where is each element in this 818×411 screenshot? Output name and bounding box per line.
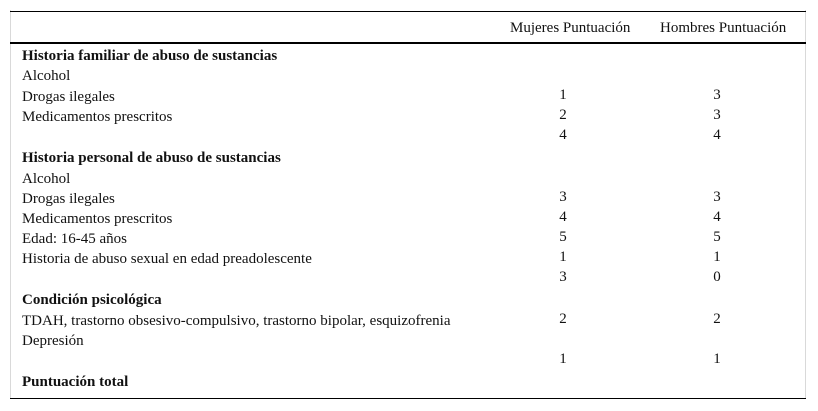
table-row [22,331,802,351]
section-header-row [22,372,802,392]
section-header-row [22,148,802,168]
row-label: Drogas ilegales [22,191,115,207]
women-score-cell: 3 [559,269,567,285]
header-men-score: Hombres Puntuación [660,20,787,36]
men-score-cell: 3 [713,87,721,103]
row-label: Alcohol [22,68,71,84]
row-label: Historia de abuso sexual en edad preadolescente [22,251,312,267]
women-score-cell: 2 [559,311,567,327]
women-score-cell: 1 [559,351,567,367]
men-score-cell: 1 [713,351,721,367]
row-label: Depresión [22,333,84,349]
table-row [22,107,802,127]
men-score-cell: 2 [713,311,721,327]
women-score-cell: 1 [559,249,567,265]
section-header-row [22,46,802,66]
women-score-cell: 5 [559,229,567,245]
row-label: Alcohol [22,171,71,187]
row-label: Puntuación total [22,374,129,390]
row-label: Condición psicológica [22,292,162,308]
table-bottom-rule [10,398,806,399]
table-row [22,66,802,86]
row-label: Historia familiar de abuso de sustancias [22,48,278,64]
women-score-cell: 4 [559,127,567,143]
table-top-rule [10,11,806,12]
section-header-row [22,290,802,310]
women-score-cell: 1 [559,87,567,103]
table-row [22,249,802,269]
table-row [22,351,802,371]
table-row [22,229,802,249]
row-label: TDAH, trastorno obsesivo-compulsivo, trastorno bipolar, esquizofrenia [22,313,451,329]
table-row [22,209,802,229]
men-score-cell: 1 [713,249,721,265]
men-score-cell: 4 [713,127,721,143]
men-score-cell: 3 [713,189,721,205]
women-score-cell: 3 [559,189,567,205]
row-label: Medicamentos prescritos [22,109,173,125]
table-row [22,127,802,147]
table-row [22,311,802,331]
table-row [22,87,802,107]
row-label: Medicamentos prescritos [22,211,173,227]
women-score-cell: 4 [559,209,567,225]
table-row [22,189,802,209]
header-women-score: Mujeres Puntuación [510,20,631,36]
men-score-cell: 5 [713,229,721,245]
row-label: Historia personal de abuso de sustancias [22,150,281,166]
row-label: Drogas ilegales [22,89,115,105]
table-row [22,169,802,189]
table-row [22,269,802,289]
table-header-rule [10,42,806,44]
men-score-cell: 3 [713,107,721,123]
men-score-cell: 0 [713,269,721,285]
women-score-cell: 2 [559,107,567,123]
row-label: Edad: 16-45 años [22,231,127,247]
men-score-cell: 4 [713,209,721,225]
